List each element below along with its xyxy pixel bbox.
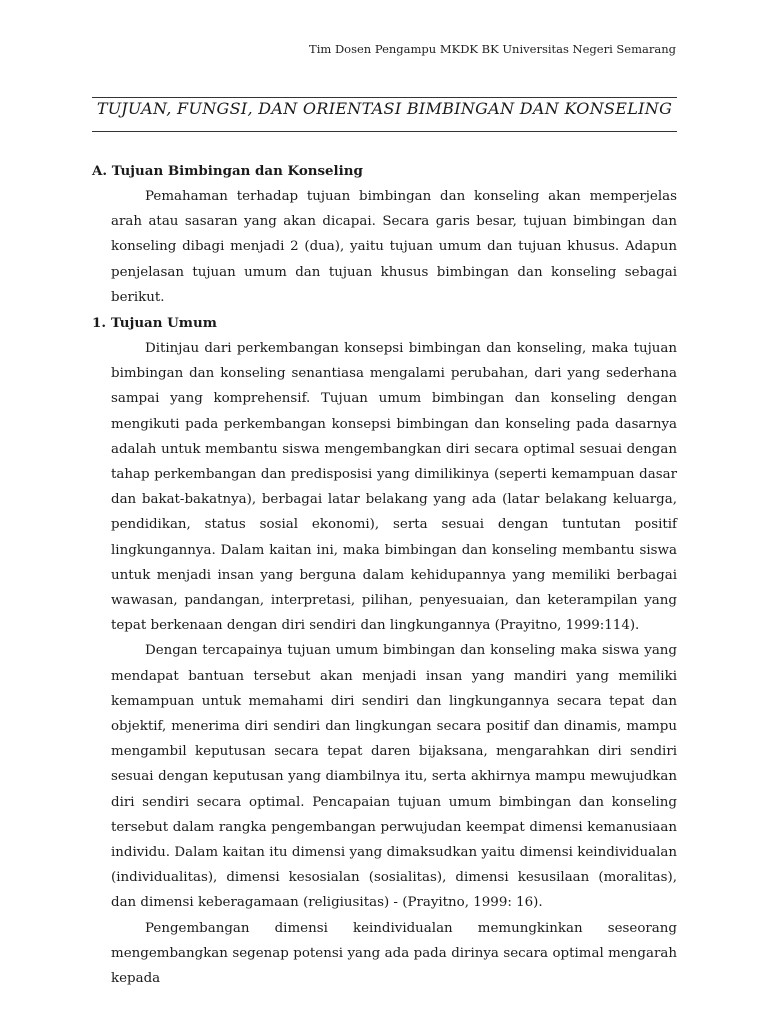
section-1-heading <box>92 310 677 336</box>
section-a-heading: A. Tujuan Bimbingan dan Konseling <box>92 163 363 179</box>
section-a-paragraph <box>92 184 677 310</box>
title-bottom-rule <box>92 131 677 132</box>
section-1-heading-text: Tujuan Umum <box>111 315 217 332</box>
document-body <box>92 158 677 991</box>
document-title: TUJUAN, FUNGSI, DAN ORIENTASI BIMBINGAN DAN KONSELING <box>96 99 673 118</box>
section-a-paragraph-text: Pemahaman terhadap tujuan bimbingan dan konseling akan memperjelas arah atau sasaran yang akan dicapai. Secara garis besar, tujuan bimbingan dan konseling dibagi menjadi 2 (dua), yaitu tujuan umum dan tujuan khusus. Adapun penjelasan tujuan umum dan tujuan khusus bimbingan dan konseling sebagai berikut. <box>111 189 677 305</box>
section-1-paragraph-3 <box>92 916 677 992</box>
section-1-paragraph-1-text: Ditinjau dari perkembangan konsepsi bimbingan dan konseling, maka tujuan bimbingan dan konseling senantiasa mengalami perubahan, dari yang sederhana sampai yang komprehensif. Tujuan umum bimbingan dan konseling dengan mengikuti pada perkembangan konsepsi bimbingan dan konseling pada dasarnya adalah untuk membantu siswa mengembangkan diri secara optimal sesuai dengan tahap perkembangan dan predisposisi yang dimilikinya (seperti kemampuan dasar dan bakat-bakatnya), berbagai latar belakang yang ada (latar belakang keluarga, pendidikan, status sosial ekonomi), serta sesuai dengan tuntutan positif lingkungannya. Dalam kaitan ini, maka bimbingan dan konseling membantu siswa untuk menjadi insan yang berguna dalam kehidupannya yang memiliki berbagai wawasan, pandangan, interpretasi, pilihan, penyesuaian, dan keterampilan yang tepat berkenaan dengan diri sendiri dan lingkungannya (Prayitno, 1999:114). <box>111 341 677 634</box>
section-1-number: 1. <box>92 315 106 332</box>
section-1-paragraph-2-text: Dengan tercapainya tujuan umum bimbingan dan konseling maka siswa yang mendapat bantuan tersebut akan menjadi insan yang mandiri yang memiliki kemampuan untuk memahami diri sendiri dan lingkungannya secara tepat dan objektif, menerima diri sendiri dan lingkungan secara positif dan dinamis, mampu mengambil keputusan secara tepat daren bijaksana, mengarahkan diri sendiri sesuai dengan keputusan yang diambilnya itu, serta akhirnya mampu mewujudkan diri sendiri secara optimal. Pencapaian tujuan umum bimbingan dan konseling tersebut dalam rangka pengembangan perwujudan keempat dimensi kemanusiaan individu. Dalam kaitan itu dimensi yang dimaksudkan yaitu dimensi keindividualan (individualitas), dimensi kesosialan (sosialitas), dimensi kesusilaan (moralitas), dan dimensi keberagamaan (religiusitas) - (Prayitno, 1999: 16). <box>111 643 677 911</box>
section-1-paragraph-2 <box>92 638 677 915</box>
section-1-paragraph-1 <box>92 336 677 638</box>
running-header: Tim Dosen Pengampu MKDK BK Universitas Negeri Semarang <box>309 42 676 56</box>
section-1-paragraph-3-text: Pengembangan dimensi keindividualan memungkinkan seseorang mengembangkan segenap potensi yang ada pada dirinya secara optimal mengarah kepada <box>111 920 677 987</box>
